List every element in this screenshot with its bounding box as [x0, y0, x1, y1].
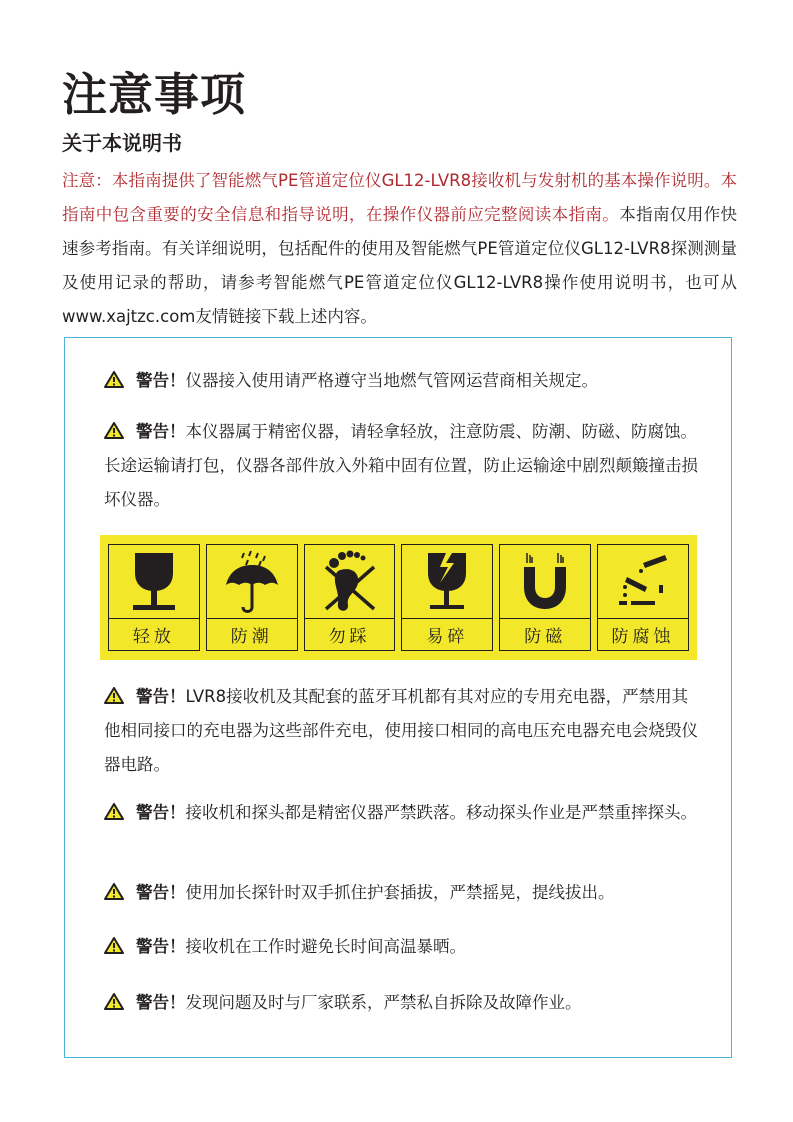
symbol-label: 防腐蚀: [611, 627, 675, 647]
warning-text: 发现问题及时与厂家联系，严禁私自拆除及故障作业。: [185, 993, 582, 1012]
warning-label: 警告！: [136, 993, 186, 1012]
symbol-anti-magnetic: [499, 544, 591, 651]
intro-paragraph: [62, 164, 737, 334]
warning-triangle-icon: [104, 803, 124, 820]
warning-text: 本仪器属于精密仪器，请轻拿轻放，注意防震、防潮、防磁、防腐蚀。长途运输请打包，仪器各部件放入外箱中固有位置，防止运输途中剧烈颠簸撞击损坏仪器。: [104, 422, 698, 509]
broken-glass-icon: [422, 551, 472, 613]
warning-item: [104, 986, 700, 1020]
warning-triangle-icon: [104, 687, 124, 704]
symbol-keep-dry: [206, 544, 298, 651]
warning-label: 警告！: [136, 371, 186, 390]
warning-item: [104, 796, 700, 830]
wine-glass-icon: [129, 551, 179, 613]
corrosive-icon: [615, 549, 671, 615]
warning-label: 警告！: [136, 883, 186, 902]
warning-text: 仪器接入使用请严格遵守当地燃气管网运营商相关规定。: [185, 371, 598, 390]
section-title: 关于本说明书: [62, 131, 182, 155]
intro-notice: 注意：本指南提供了智能燃气PE管道定位仪GL12-LVR8接收机与发射机的基本操作说明。本指南中包含重要的安全信息和指导说明，在操作仪器前应完整阅读本指南。: [62, 171, 737, 224]
warning-label: 警告！: [136, 937, 186, 956]
warning-text: 接收机在工作时避免长时间高温暴晒。: [185, 937, 466, 956]
warning-triangle-icon: [104, 883, 124, 900]
warning-triangle-icon: [104, 937, 124, 954]
warning-label: 警告！: [136, 803, 186, 822]
warning-item: [104, 415, 700, 517]
symbol-label: 勿踩: [328, 627, 371, 647]
warning-label: 警告！: [136, 422, 186, 441]
warning-text: 接收机和探头都是精密仪器严禁跌落。移动探头作业是严禁重摔探头。: [185, 803, 697, 822]
page-title: 注意事项: [62, 68, 247, 121]
symbol-label: 轻放: [132, 627, 175, 647]
symbol-label: 易碎: [426, 627, 469, 647]
no-step-icon: [322, 549, 378, 615]
warning-item: [104, 876, 700, 910]
symbol-handle-gently: [108, 544, 200, 651]
symbol-anti-corrosion: [597, 544, 689, 651]
umbrella-rain-icon: [224, 549, 280, 615]
handling-symbols: [100, 535, 697, 660]
warning-triangle-icon: [104, 371, 124, 388]
warning-item: [104, 930, 700, 964]
symbol-fragile: [401, 544, 493, 651]
warning-text: 使用加长探针时双手抓住护套插拔，严禁摇晃，提线拔出。: [185, 883, 615, 902]
symbol-label: 防磁: [524, 627, 567, 647]
warning-item: [104, 680, 700, 782]
magnet-icon: [520, 549, 570, 615]
warning-triangle-icon: [104, 993, 124, 1010]
warning-label: 警告！: [136, 687, 186, 706]
warning-triangle-icon: [104, 422, 124, 439]
warning-text: LVR8接收机及其配套的蓝牙耳机都有其对应的专用充电器，严禁用其他相同接口的充电器为这些部件充电，使用接口相同的高电压充电器充电会烧毁仪器电路。: [104, 687, 698, 774]
intro-text: 本指南仅用作快速参考指南。有关详细说明，包括配件的使用及智能燃气PE管道定位仪GL12-LVR8探测测量及使用记录的帮助，请参考智能燃气PE管道定位仪GL12-LVR8操作使用说明书，也可从www.xajtzc.com友情链接下载上述内容。: [62, 205, 738, 326]
warning-item: [104, 364, 700, 398]
symbol-no-step: [304, 544, 396, 651]
symbol-label: 防潮: [230, 627, 273, 647]
